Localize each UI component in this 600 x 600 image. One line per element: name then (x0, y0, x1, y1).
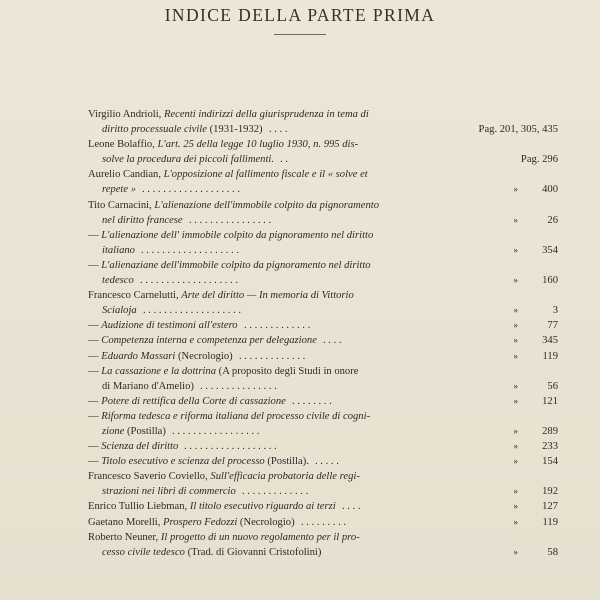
ditto-marker: » (513, 335, 518, 346)
entry-line (88, 228, 558, 243)
author-name: — (88, 350, 102, 362)
ditto-marker: » (513, 441, 518, 452)
entry-text (102, 122, 263, 137)
leader-dots: . . . . . . . . . . . . . (242, 486, 309, 498)
leader-dots: . . . . . . . . . . . . . . . . . (172, 425, 260, 437)
entry-note: (Trad. di Giovanni Cristofolini) (184, 546, 322, 558)
entry-title: diritto processuale civile (102, 124, 207, 136)
page-reference: 400 (542, 184, 558, 196)
entry-title: Prospero Fedozzi (163, 516, 238, 528)
author-name: Roberto Neuner, (88, 531, 161, 543)
entry-title: Scienza del diritto (101, 441, 179, 453)
entry-title: Audizione di testimoni all'estero (101, 320, 238, 332)
page-reference: Pag. 201, 305, 435 (478, 124, 558, 136)
page-reference: 160 (542, 275, 558, 287)
entry-title: Il progetto di un nuovo regolamento per il pro- (160, 531, 360, 543)
entry-line (88, 198, 558, 213)
index-entry (88, 318, 558, 333)
entry-line (88, 424, 558, 439)
ditto-marker: » (513, 425, 518, 436)
author-name: Virgilio Andrioli, (88, 109, 164, 120)
entry-line (88, 469, 558, 484)
entry-line (88, 439, 558, 454)
leader-dots: . . . . . . . . . . . . . (239, 350, 306, 362)
entry-text (102, 243, 135, 258)
entry-line (88, 288, 558, 303)
author-name: Leone Bolaffio, (88, 139, 158, 151)
index-entry (88, 333, 558, 348)
index-entry (88, 198, 558, 228)
ditto-marker: » (513, 456, 518, 467)
entry-text (102, 273, 134, 288)
entry-text (88, 439, 178, 454)
entry-text (88, 499, 336, 514)
leader-dots: . . . . . (315, 456, 339, 468)
page-reference: 121 (542, 395, 558, 407)
entry-line (88, 107, 558, 122)
entry-text (88, 394, 286, 409)
entry-note: (A proposito degli Studi in onore (216, 365, 359, 377)
leader-dots: . . . . . . . . . . . . . . . . . . . (141, 244, 239, 256)
ditto-marker: » (513, 214, 518, 225)
entry-note: (1931-1932) (206, 124, 263, 136)
entry-line (88, 499, 558, 514)
ditto-marker: » (513, 395, 518, 406)
index-entry (88, 439, 558, 454)
entry-text (102, 484, 236, 499)
author-name: — (88, 335, 102, 347)
ditto-marker: » (513, 305, 518, 316)
entry-title: Titolo esecutivo e scienza del processo (101, 456, 265, 468)
index-entry (88, 228, 558, 258)
author-name: Enrico Tullio Liebman, (88, 501, 190, 513)
entry-title: Sull'efficacia probatoria delle regi- (210, 471, 360, 483)
ditto-marker: » (513, 184, 518, 195)
author-name: — (88, 410, 102, 422)
ditto-marker: » (513, 516, 518, 527)
entry-note: (Necrologio) (175, 350, 233, 362)
entry-text (102, 379, 194, 394)
entry-title: tedesco (102, 275, 134, 287)
entry-text (88, 167, 368, 182)
author-name: — (88, 456, 102, 468)
entry-line (88, 167, 558, 182)
entry-line (88, 394, 558, 409)
entry-title: Potere di rettifica della Corte di cassazione (101, 395, 286, 407)
entry-note: (Necrologio) (237, 516, 295, 528)
ditto-marker: » (513, 546, 518, 557)
page-reference: 3 (552, 305, 558, 317)
author-name: Tito Carnacini, (88, 199, 155, 211)
entry-title: strazioni nei libri di commercio (102, 486, 236, 498)
index-entry (88, 364, 558, 394)
ditto-marker: » (513, 320, 518, 331)
entry-line (88, 409, 558, 424)
leader-dots: . . . . . . . . . . . . . (244, 320, 311, 332)
index-entry (88, 530, 558, 560)
ditto-marker: » (513, 244, 518, 255)
entry-text (88, 469, 360, 484)
entry-text (102, 182, 136, 197)
page-reference: 119 (542, 516, 558, 528)
entry-line (88, 182, 558, 197)
entry-note: (Postilla) (124, 425, 166, 437)
entry-title: repete » (102, 184, 137, 196)
entry-text (88, 107, 369, 122)
entry-title: Il titolo esecutivo riguardo ai terzi (189, 501, 336, 513)
entry-line (88, 318, 558, 333)
entry-text (88, 333, 317, 348)
leader-dots: . . . . . . . . . . . . . . . . . . . (142, 184, 240, 196)
entry-text (88, 288, 354, 303)
entry-line (88, 379, 558, 394)
entry-note: di Mariano d'Amelio) (102, 380, 194, 392)
index-entry (88, 349, 558, 364)
entry-title: Recenti indirizzi della giurisprudenza in tema di (163, 109, 369, 120)
entry-text (88, 137, 358, 152)
ditto-marker: » (513, 380, 518, 391)
author-name: Francesco Saverio Coviello, (88, 471, 211, 483)
page-reference: 77 (547, 320, 558, 332)
index-entry (88, 469, 558, 499)
author-name: — (88, 259, 102, 271)
entry-title: cesso civile tedesco (102, 546, 185, 558)
index-entry (88, 499, 558, 514)
entry-line (88, 243, 558, 258)
entry-line (88, 545, 558, 560)
author-name: — (88, 441, 102, 453)
entry-title: zione (102, 425, 125, 437)
index-entry (88, 394, 558, 409)
entry-title: La cassazione e la dottrina (101, 365, 217, 377)
entry-text (88, 454, 309, 469)
entry-text (102, 213, 183, 228)
entry-title: Arte del diritto — In memoria di Vittorio (181, 290, 354, 302)
entry-text (88, 364, 358, 379)
entry-line (88, 364, 558, 379)
author-name: — (88, 229, 102, 241)
leader-dots: . . . . (269, 124, 288, 136)
entry-title: L'opposizione al fallimento fiscale e il « solve et (163, 169, 368, 181)
entry-line (88, 122, 558, 137)
page-reference: Pag. 296 (520, 154, 558, 166)
leader-dots: . . . . (323, 335, 342, 347)
entry-text (88, 228, 373, 243)
index-entry (88, 137, 558, 167)
entry-text (88, 198, 379, 213)
entry-line (88, 137, 558, 152)
entry-line (88, 152, 558, 167)
entry-text (88, 530, 360, 545)
entry-text (88, 258, 371, 273)
ditto-marker: » (513, 501, 518, 512)
page-reference: 289 (542, 425, 558, 437)
index-entry (88, 107, 558, 137)
entry-text (102, 545, 321, 560)
entry-line (88, 349, 558, 364)
entry-title: Scialoja (102, 305, 137, 317)
entry-text (88, 409, 370, 424)
leader-dots: . . . . . . . . . (301, 516, 347, 528)
entry-line (88, 258, 558, 273)
page-reference: 233 (542, 441, 558, 453)
index-entry (88, 288, 558, 318)
leader-dots: . . . . . . . . . . . . . . . . . . . (140, 275, 238, 287)
entry-text (102, 152, 274, 167)
ditto-marker: » (513, 486, 518, 497)
entry-title: Eduardo Massari (101, 350, 176, 362)
ditto-marker: » (513, 275, 518, 286)
leader-dots: . . . . (342, 501, 361, 513)
entry-line (88, 273, 558, 288)
entry-line (88, 213, 558, 228)
entry-text (88, 515, 295, 530)
leader-dots: . . . . . . . . . . . . . . . . . . (184, 441, 277, 453)
entry-title: Riforma tedesca e riforma italiana del processo civile di cogni- (101, 410, 371, 422)
ditto-marker: » (513, 350, 518, 361)
author-name: Aurelio Candian, (88, 169, 164, 181)
entry-title: L'alienazione dell'immobile colpito da pignoramento (154, 199, 380, 211)
index-list (88, 107, 558, 560)
page-reference: 58 (547, 546, 558, 558)
entry-line (88, 454, 558, 469)
leader-dots: . . (280, 154, 288, 166)
entry-title: italiano (102, 244, 135, 256)
entry-line (88, 333, 558, 348)
entry-note: (Postilla). (264, 456, 309, 468)
index-entry (88, 409, 558, 439)
index-entry (88, 515, 558, 530)
author-name: Gaetano Morelli, (88, 516, 164, 528)
page-reference: 154 (542, 456, 558, 468)
page-reference: 192 (542, 486, 558, 498)
index-entry (88, 167, 558, 197)
entry-title: L'art. 25 della legge 10 luglio 1930, n. 995 dis- (157, 139, 359, 151)
page-reference: 56 (547, 380, 558, 392)
leader-dots: . . . . . . . . (292, 395, 332, 407)
index-entry (88, 258, 558, 288)
entry-line (88, 530, 558, 545)
page-reference: 354 (542, 244, 558, 256)
page-reference: 26 (547, 214, 558, 226)
page-reference: 119 (542, 350, 558, 362)
entry-line (88, 515, 558, 530)
title-rule (274, 34, 326, 35)
author-name: — (88, 395, 102, 407)
entry-text (102, 303, 137, 318)
page-title: INDICE DELLA PARTE PRIMA (164, 5, 436, 25)
entry-title: L'alienaziane dell'immobile colpito da pignoramento nel diritto (101, 259, 371, 271)
author-name: — (88, 365, 102, 377)
entry-title: solve la procedura dei piccoli fallimenti. (102, 154, 275, 166)
entry-line (88, 303, 558, 318)
entry-title: nel diritto francese (102, 214, 183, 226)
leader-dots: . . . . . . . . . . . . . . . (200, 380, 277, 392)
author-name: — (88, 320, 102, 332)
entry-text (102, 424, 166, 439)
entry-title: L'alienazione dell' immobile colpito da pignoramento nel diritto (101, 229, 374, 241)
entry-line (88, 484, 558, 499)
page-reference: 345 (542, 335, 558, 347)
leader-dots: . . . . . . . . . . . . . . . . . . . (143, 305, 241, 317)
entry-text (88, 318, 238, 333)
entry-text (88, 349, 233, 364)
author-name: Francesco Carnelutti, (88, 290, 182, 302)
entry-title: Competenza interna e competenza per delegazione (101, 335, 317, 347)
page-reference: 127 (542, 501, 558, 513)
leader-dots: . . . . . . . . . . . . . . . . (189, 214, 272, 226)
index-entry (88, 454, 558, 469)
